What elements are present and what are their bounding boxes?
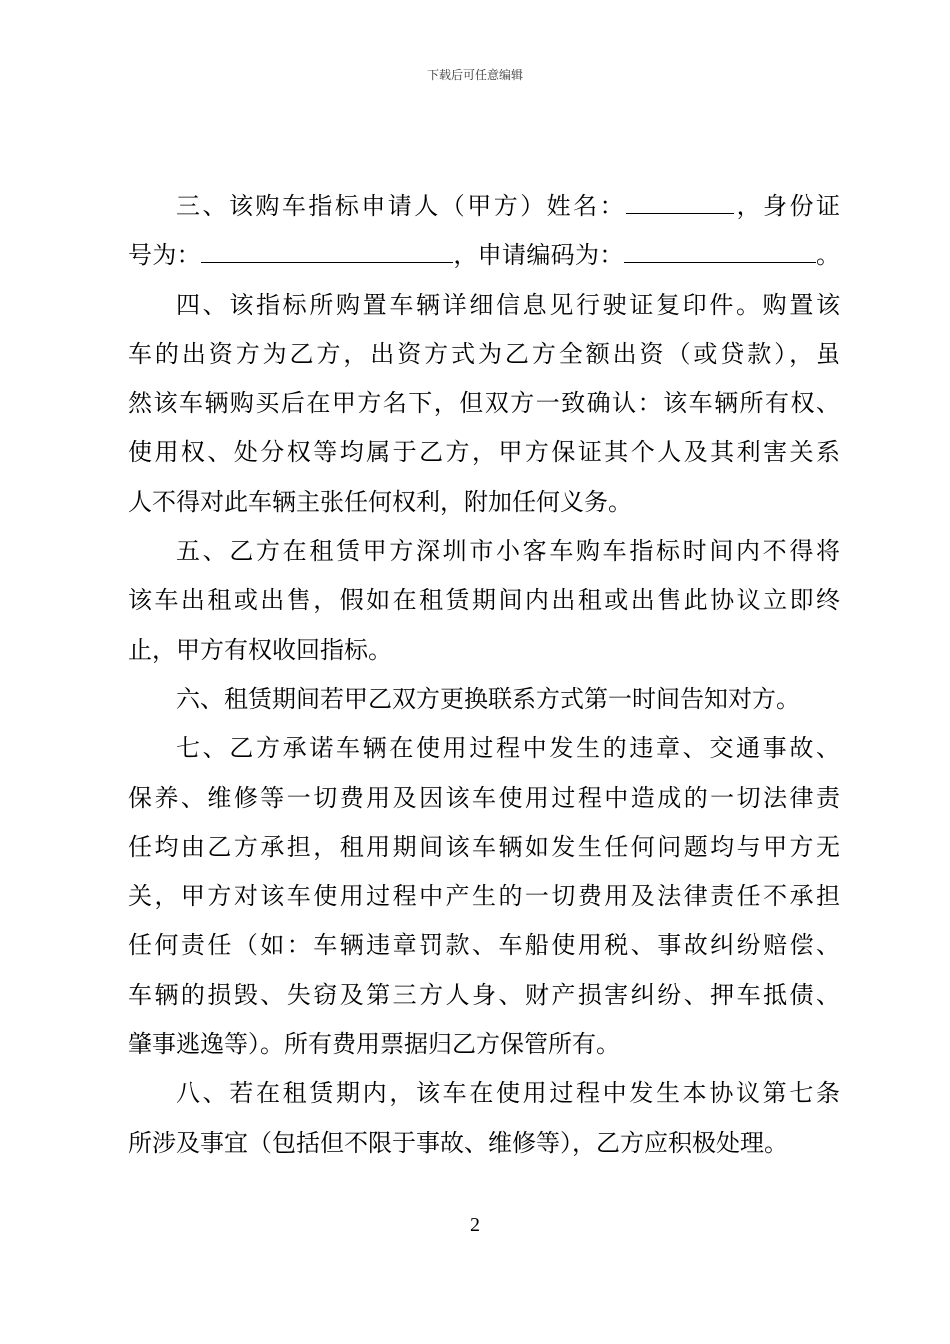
clause-7-line: 保养、维修等一切费用及因该车使用过程中造成的一切法律责 — [128, 783, 840, 812]
clause-4-line: 四、该指标所购置车辆详细信息见行驶证复印件。购置该 — [176, 290, 840, 319]
clause-7-line: 车辆的损毁、失窃及第三方人身、财产损害纠纷、押车抵债、 — [128, 980, 840, 1009]
clause-7-line: 关，甲方对该车使用过程中产生的一切费用及法律责任不承担 — [128, 882, 840, 911]
clause-3-text-c: 号为： — [128, 241, 201, 270]
page-header: 下载后可任意编辑 — [426, 68, 523, 82]
clause-7-line: 七、乙方承诺车辆在使用过程中发生的违章、交通事故、 — [176, 734, 840, 763]
clause-3-line-2 — [128, 231, 840, 280]
clause-5-line: 该车出租或出售，假如在租赁期间内出租或出售此协议立即终 — [128, 586, 840, 615]
clause-3-text-e: 。 — [815, 241, 841, 270]
clause-3-text-d: ，申请编码为： — [453, 241, 624, 270]
clause-6-line: 六、租赁期间若甲乙双方更换联系方式第一时间告知对方。 — [176, 684, 800, 713]
clause-4-line: 人不得对此车辆主张任何权利，附加任何义务。 — [128, 487, 632, 516]
clause-4-line: 使用权、处分权等均属于乙方，甲方保证其个人及其利害关系 — [128, 438, 840, 467]
application-code-blank — [624, 242, 816, 263]
clause-3-text-a: 三、该购车指标申请人（甲方）姓名： — [176, 192, 627, 220]
page-number: 2 — [470, 1214, 480, 1236]
clause-5-line: 止，甲方有权收回指标。 — [128, 635, 392, 664]
clause-3-text-b: ，身份证 — [734, 192, 841, 220]
id-number-blank — [201, 242, 453, 263]
clause-3-line-1 — [128, 182, 840, 231]
clause-7-line: 任均由乙方承担，租用期间该车辆如发生任何问题均与甲方无 — [128, 832, 840, 861]
name-blank — [626, 193, 734, 214]
clause-8-line: 所涉及事宜（包括但不限于事故、维修等），乙方应积极处理。 — [128, 1128, 788, 1157]
clause-7-line: 任何责任（如：车辆违章罚款、车船使用税、事故纠纷赔偿、 — [128, 931, 840, 960]
clause-4-line: 然该车辆购买后在甲方名下，但双方一致确认：该车辆所有权、 — [128, 389, 840, 418]
clause-7-line: 肇事逃逸等）。所有费用票据归乙方保管所有。 — [128, 1030, 620, 1059]
clause-4-line: 车的出资方为乙方，出资方式为乙方全额出资（或贷款），虽 — [128, 339, 840, 368]
clause-8-line: 八、若在租赁期内，该车在使用过程中发生本协议第七条 — [176, 1079, 840, 1108]
document-body — [128, 182, 840, 1168]
clause-5-line: 五、乙方在租赁甲方深圳市小客车购车指标时间内不得将 — [176, 537, 840, 566]
